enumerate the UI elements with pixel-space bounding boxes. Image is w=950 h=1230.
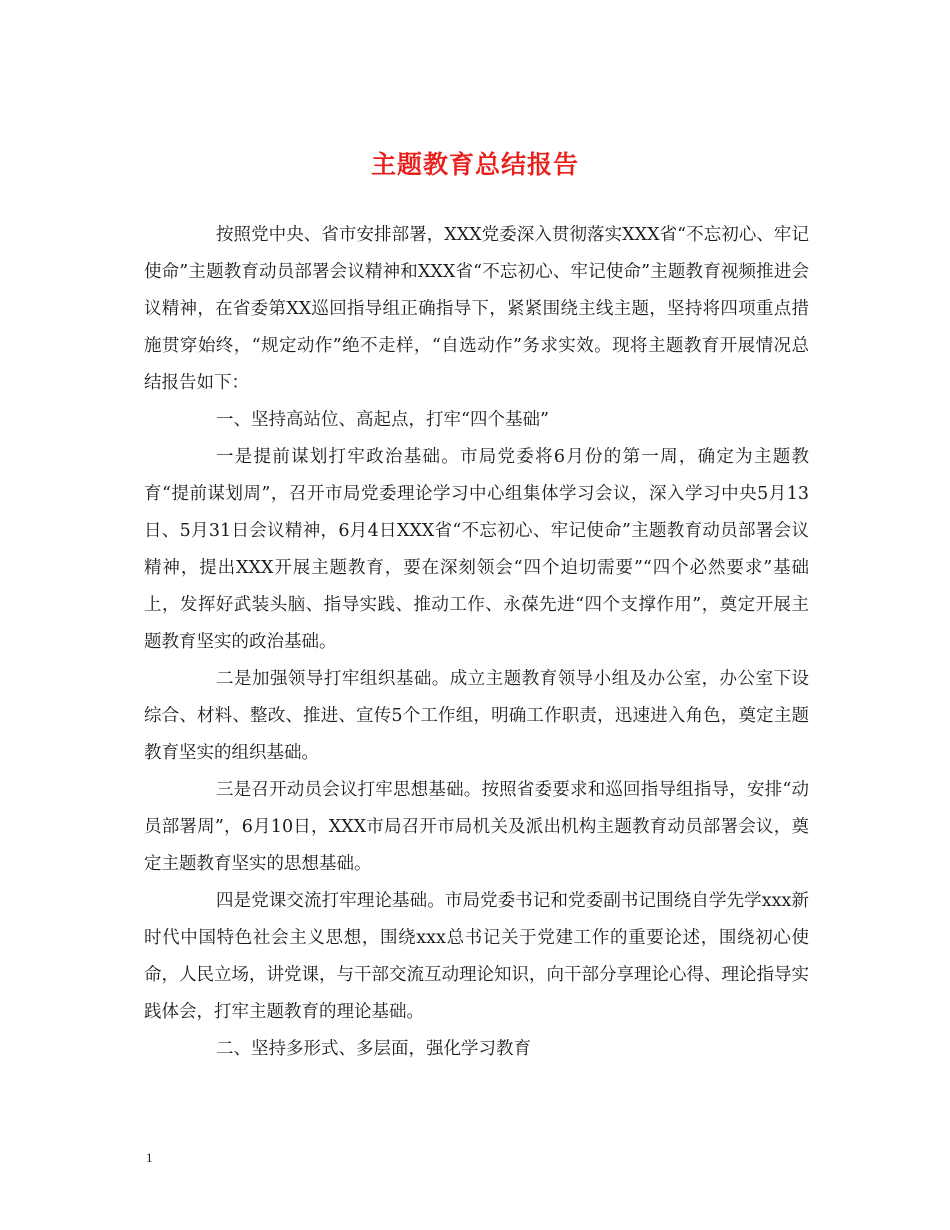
paragraph-political-foundation: 一是提前谋划打牢政治基础。市局党委将6月份的第一周，确定为主题教育“提前谋划周”，召开市局党委理论学习中心组集体学习会议，深入学习中央5月13日、5月31日会议精神，6月4日XXX省“不忘初心、牢记使命”主题教育动员部署会议精神，提出XXX开展主题教育，要在深刻领会“四个迫切需要”“四个必然要求”基础上，发挥好武装头脑、指导实践、推动工作、永葆先进“四个支撑作用”，奠定开展主题教育坚实的政治基础。 xyxy=(144,447,809,652)
paragraph-intro: 按照党中央、省市安排部署，XXX党委深入贯彻落实XXX省“不忘初心、牢记使命”主题教育动员部署会议精神和XXX省“不忘初心、牢记使命”主题教育视频推进会议精神，在省委第XX巡回指导组正确指导下，紧紧围绕主线主题，坚持将四项重点措施贯穿始终，“规定动作”绝不走样，“自选动作”务求实效。现将主题教育开展情况总结报告如下： xyxy=(144,225,809,393)
section-heading-1: 一、坚持高站位、高起点，打牢“四个基础” xyxy=(216,410,549,430)
page-number: 1 xyxy=(146,1150,153,1165)
section-heading-2: 二、坚持多形式、多层面，强化学习教育 xyxy=(216,1039,531,1059)
paragraph-theoretical-foundation: 四是党课交流打牢理论基础。市局党委书记和党委副书记围绕自学先学xxx新时代中国特色社会主义思想，围绕xxx总书记关于党建工作的重要论述，围绕初心使命，人民立场，讲党课，与干部交流互动理论知识，向干部分享理论心得、理论指导实践体会，打牢主题教育的理论基础。 xyxy=(144,891,809,1022)
paragraph-ideological-foundation: 三是召开动员会议打牢思想基础。按照省委要求和巡回指导组指导，安排“动员部署周”，6月10日，XXX市局召开市局机关及派出机构主题教育动员部署会议，奠定主题教育坚实的思想基础。 xyxy=(144,780,809,874)
document-body xyxy=(144,217,809,1068)
document-title: 主题教育总结报告 xyxy=(370,150,579,179)
paragraph-organizational-foundation: 二是加强领导打牢组织基础。成立主题教育领导小组及办公室，办公室下设综合、材料、整改、推进、宣传5个工作组，明确工作职责，迅速进入角色，奠定主题教育坚实的组织基础。 xyxy=(144,669,809,763)
